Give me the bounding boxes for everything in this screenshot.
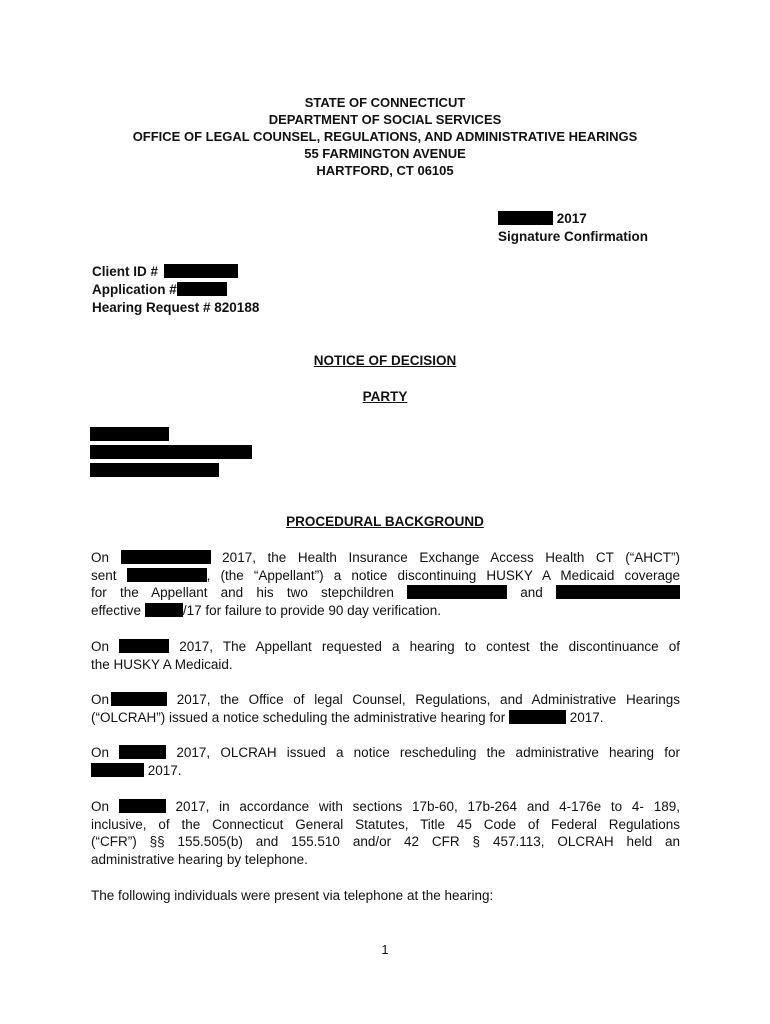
text: 2017. <box>147 762 182 778</box>
application-label: Application # <box>92 282 177 297</box>
redacted-stepchild-name <box>556 585 680 599</box>
text: 2017, in accordance with sections 17b-60, 17b-264 and 4-176e to 4- 189, <box>175 799 680 814</box>
redacted-date <box>119 799 166 813</box>
redacted-date <box>498 211 553 225</box>
identifier-block <box>92 263 259 317</box>
redacted-party-name <box>90 427 169 441</box>
paragraph-hearing-scheduled <box>91 691 680 726</box>
text: inclusive, of the Connecticut General Statutes, Title 45 Code of Federal Regulations <box>91 816 680 832</box>
text: (“OLCRAH”) issued a notice scheduling the administrative hearing for <box>91 709 506 725</box>
text: (“CFR”) §§ 155.505(b) and 155.510 and/or 42 CFR § 457.113, OLCRAH held an <box>91 834 680 849</box>
redacted-date <box>509 710 566 724</box>
text: effective <box>91 602 142 618</box>
signature-confirmation: Signature Confirmation <box>498 229 649 244</box>
text: 2017, the Office of legal Counsel, Regulations, and Administrative Hearings <box>176 692 680 707</box>
redacted-date <box>91 763 144 777</box>
client-id-label: Client ID # <box>92 264 159 279</box>
text: the HUSKY A Medicaid. <box>91 656 233 672</box>
paragraph-hearing-held <box>91 798 680 868</box>
text: On <box>91 745 110 760</box>
page-number: 1 <box>381 942 389 957</box>
letterhead-street: 55 FARMINGTON AVENUE <box>304 146 466 161</box>
redacted-date <box>111 692 167 706</box>
text: 2017, the Health Insurance Exchange Access Health CT (“AHCT”) <box>222 550 680 565</box>
text: /17 for failure to provide 90 day verification. <box>182 602 441 618</box>
text: On <box>91 799 110 814</box>
hearing-request-number: Hearing Request # 820188 <box>92 300 260 315</box>
redacted-stepchild-name <box>407 585 507 599</box>
redacted-party-address <box>90 427 252 481</box>
paragraph-hearing-request <box>91 638 680 673</box>
paragraph-ahct-notice <box>91 549 680 619</box>
redacted-date <box>119 745 166 759</box>
letterhead <box>0 94 770 179</box>
text: On <box>91 692 110 707</box>
date-year: 2017 <box>556 211 587 226</box>
text: 2017, The Appellant requested a hearing to contest the discontinuance of <box>179 639 680 654</box>
redacted-date <box>121 550 211 564</box>
text: On <box>91 639 110 654</box>
text: On <box>91 550 110 565</box>
redacted-client-id <box>164 264 238 278</box>
letterhead-city: HARTFORD, CT 06105 <box>316 163 454 178</box>
text: 2017. <box>569 709 604 725</box>
redacted-date <box>145 603 183 617</box>
text: 2017, OLCRAH issued a notice rescheduling the administrative hearing for <box>176 745 680 760</box>
text: The following individuals were present via telephone at the hearing: <box>91 888 494 903</box>
redacted-party-street <box>90 445 252 459</box>
text: , (the “Appellant”) a notice discontinuing HUSKY A Medicaid coverage <box>206 567 680 583</box>
redacted-date <box>119 639 169 653</box>
text: sent <box>91 567 117 583</box>
letterhead-state: STATE OF CONNECTICUT <box>304 95 466 110</box>
text: and <box>520 585 543 600</box>
paragraph-attendees-intro <box>91 887 680 905</box>
paragraph-hearing-rescheduled <box>91 744 680 779</box>
letterhead-department: DEPARTMENT OF SOCIAL SERVICES <box>268 112 502 127</box>
text: administrative hearing by telephone. <box>91 851 308 867</box>
party-heading: PARTY <box>362 389 408 404</box>
redacted-application-number <box>177 282 227 296</box>
text: for the Appellant and his two stepchildren <box>91 585 394 600</box>
date-block <box>498 210 648 246</box>
procedural-background-heading: PROCEDURAL BACKGROUND <box>286 514 484 529</box>
redacted-party-city <box>90 463 219 477</box>
redacted-appellant-name <box>127 568 207 582</box>
notice-of-decision-heading: NOTICE OF DECISION <box>313 353 457 368</box>
letterhead-office: OFFICE OF LEGAL COUNSEL, REGULATIONS, AND ADMINISTRATIVE HEARINGS <box>132 129 638 144</box>
